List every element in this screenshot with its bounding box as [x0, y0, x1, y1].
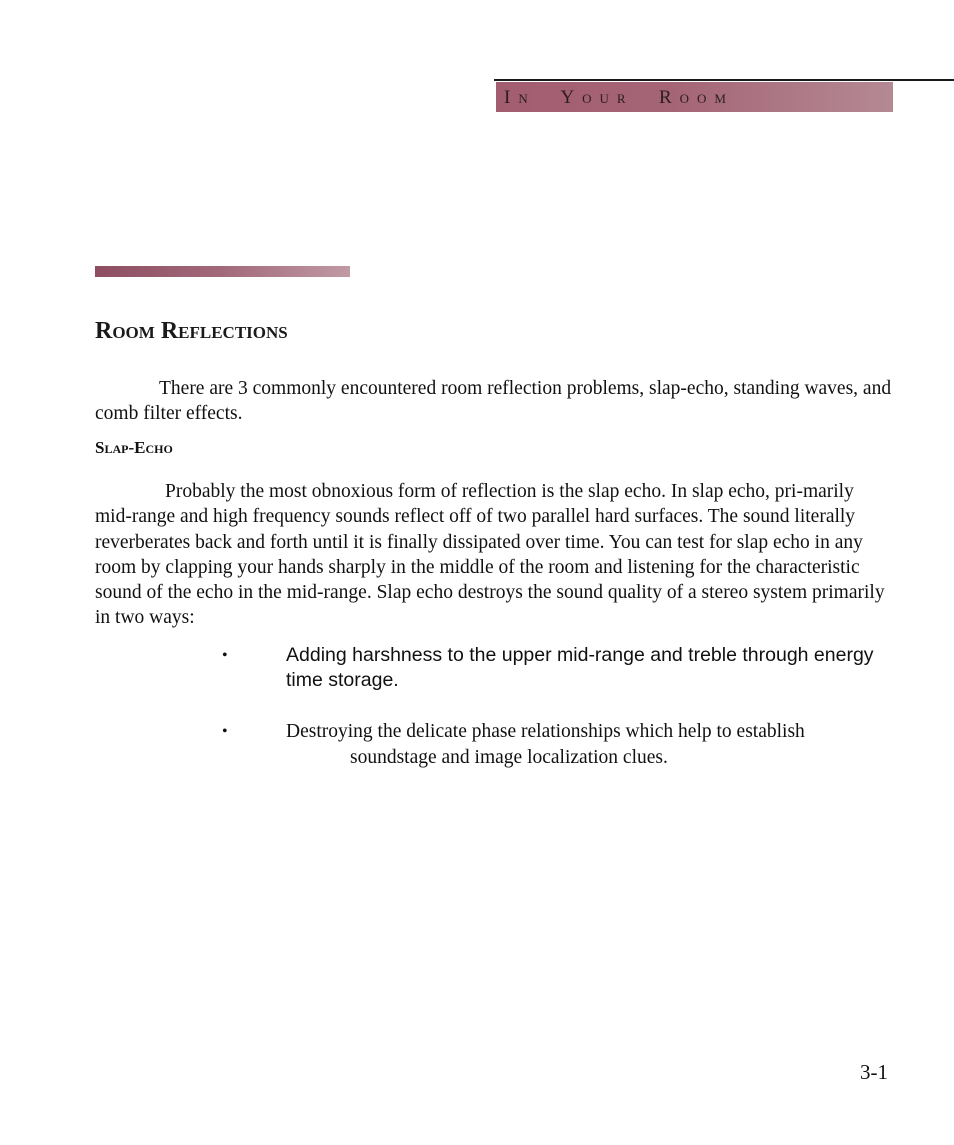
running-header-title: IN YOUR ROOM: [504, 87, 734, 108]
bullet-item-phase-line1: Destroying the delicate phase relationships which help to establish: [286, 721, 805, 742]
section-title: Room Reflections: [95, 318, 288, 344]
header-rule: [494, 79, 954, 81]
page-number: 3-1: [860, 1060, 888, 1084]
section-accent-bar: [95, 266, 350, 277]
bullet-marker: •: [222, 723, 228, 740]
slap-echo-paragraph: Probably the most obnoxious form of reflection is the slap echo. In slap echo, pri-marily mid-range and high frequency sounds reflect off of two parallel hard surfaces. The sound literally reverberates back and forth until it is finally dissipated over time. You can test for slap echo in any room by clapping your hands sharply in the middle of the room and listening for the characteristic sound of the echo in the mid-range. Slap echo destroys the sound quality of a stereo system primarily in two ways:: [95, 481, 885, 629]
bullet-item-harshness: Adding harshness to the upper mid-range and treble through energy time storage.: [286, 644, 874, 691]
subsection-title: Slap-Echo: [95, 438, 173, 457]
bullet-marker: •: [222, 647, 228, 664]
bullet-item-phase-line2: soundstage and image localization clues.: [350, 746, 668, 768]
intro-paragraph: There are 3 commonly encountered room reflection problems, slap-echo, standing waves, and comb filter effects.: [95, 378, 892, 424]
header-banner: [496, 82, 893, 112]
bullet-item-phase: [286, 719, 886, 770]
